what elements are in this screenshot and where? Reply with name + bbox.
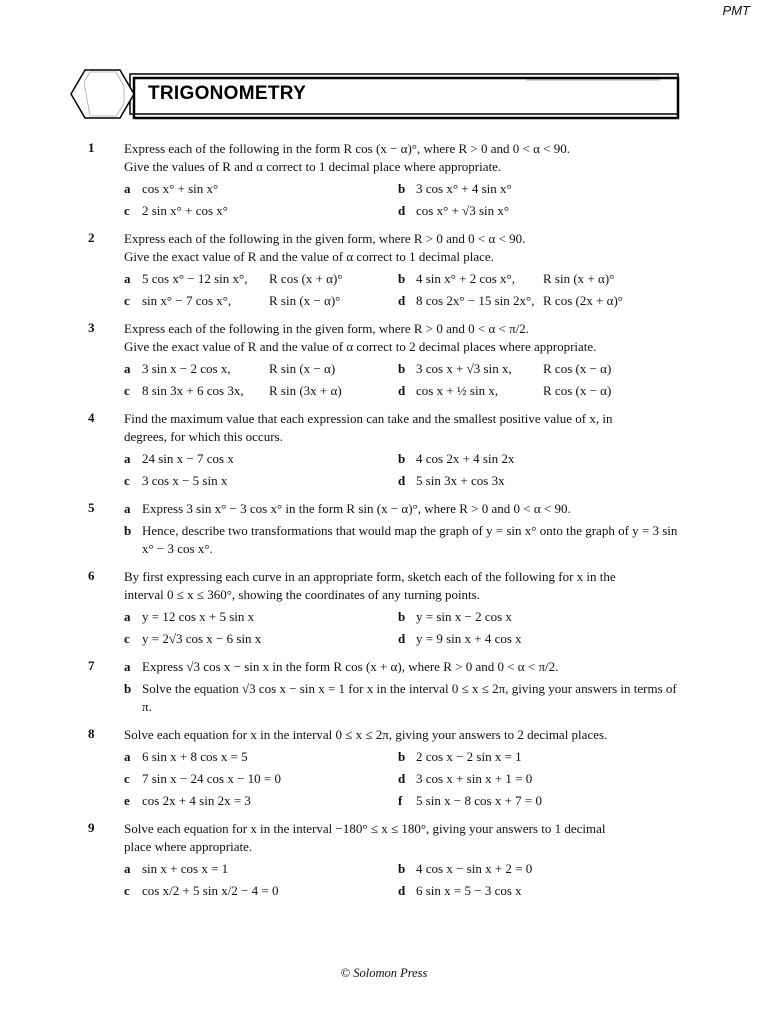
part-label: c (124, 883, 130, 898)
question-body (124, 320, 688, 400)
question-text-line: Solve each equation for x in the interval −180° ≤ x ≤ 180°, giving your answers to 1 decimal (124, 821, 606, 836)
question-text-line: Solve each equation for x in the interval 0 ≤ x ≤ 2π, giving your answers to 2 decimal places. (124, 727, 608, 742)
question-text-line: degrees, for which this occurs. (124, 429, 283, 444)
part-expression: y = 12 cos x + 5 sin x (142, 609, 255, 624)
part-label: b (398, 451, 406, 466)
question-8 (88, 726, 688, 810)
part-label: d (398, 473, 406, 488)
part-label: b (124, 681, 132, 696)
part-expression: 5 cos x° − 12 sin x°, (142, 271, 248, 286)
part-expression: y = 2√3 cos x − 6 sin x (142, 631, 262, 646)
part-a (124, 180, 398, 198)
part-d (398, 630, 672, 648)
part-row (124, 630, 688, 648)
part-label: a (124, 861, 131, 876)
part-c (124, 882, 398, 900)
question-number: 3 (88, 320, 95, 335)
part-b (398, 270, 672, 288)
part-expression: 8 cos 2x° − 15 sin 2x°, (416, 293, 535, 308)
part-expression: 4 cos 2x + 4 sin 2x (416, 451, 515, 466)
part-row (124, 882, 688, 900)
part-b (398, 748, 672, 766)
part-d (398, 770, 672, 788)
part-expression: 4 cos x − sin x + 2 = 0 (416, 861, 533, 876)
question-3 (88, 320, 688, 400)
part-a (124, 608, 398, 626)
part-e (124, 792, 398, 810)
part-row (124, 450, 688, 468)
question-7 (88, 658, 688, 716)
part-label: b (398, 609, 406, 624)
part-expression: 2 cos x − 2 sin x = 1 (416, 749, 522, 764)
part-label: d (398, 203, 406, 218)
part-label: b (124, 523, 132, 538)
part-label: a (124, 361, 131, 376)
part-c (124, 202, 398, 220)
part-label: d (398, 383, 406, 398)
part-b (398, 608, 672, 626)
question-6 (88, 568, 688, 648)
question-4 (88, 410, 688, 490)
part-label: a (124, 659, 131, 674)
part-c (124, 292, 398, 310)
part-expression: sin x + cos x = 1 (142, 861, 229, 876)
part-d (398, 202, 672, 220)
part-target-form: R sin (x − α)° (269, 293, 341, 308)
part-row (124, 748, 688, 766)
subpart-text: Express 3 sin x° − 3 cos x° in the form R sin (x − α)°, where R > 0 and 0 < α < 90. (142, 501, 571, 516)
part-expression: 5 sin 3x + cos 3x (416, 473, 505, 488)
part-label: b (398, 361, 406, 376)
subpart-text: Solve the equation √3 cos x − sin x = 1 for x in the interval 0 ≤ x ≤ 2π, giving your answers in terms of π. (142, 681, 677, 714)
part-label: a (124, 271, 131, 286)
part-expression: 2 sin x° + cos x° (142, 203, 228, 218)
question-text-line: Give the exact value of R and the value of α correct to 1 decimal place. (124, 249, 494, 264)
part-expression: cos x + ½ sin x, (416, 383, 499, 398)
subpart-text: Express √3 cos x − sin x in the form R cos (x + α), where R > 0 and 0 < α < π/2. (142, 659, 559, 674)
part-label: d (398, 631, 406, 646)
part-d (398, 882, 672, 900)
question-number: 4 (88, 410, 95, 425)
part-a (124, 748, 398, 766)
part-target-form: R sin (x + α)° (543, 271, 615, 286)
question-text-line: Express each of the following in the given form, where R > 0 and 0 < α < π/2. (124, 321, 530, 336)
corner-label: PMT (722, 3, 750, 18)
question-text-line: Give the values of R and α correct to 1 decimal place where appropriate. (124, 159, 502, 174)
question-body (124, 410, 688, 490)
part-label: c (124, 383, 130, 398)
part-row (124, 292, 688, 310)
part-expression: 3 sin x − 2 cos x, (142, 361, 231, 376)
part-expression: cos x° + √3 sin x° (416, 203, 510, 218)
part-d (398, 382, 672, 400)
part-target-form: R sin (3x + α) (269, 383, 342, 398)
subpart-a (124, 500, 688, 518)
part-f (398, 792, 672, 810)
part-b (398, 180, 672, 198)
question-text-line: Find the maximum value that each expression can take and the smallest positive value of x, in (124, 411, 613, 426)
subpart-text: Hence, describe two transformations that would map the graph of y = sin x° onto the graph of y = 3 sin x° − 3 cos x°. (142, 523, 678, 556)
part-target-form: R cos (x + α)° (269, 271, 343, 286)
part-a (124, 270, 398, 288)
question-number: 9 (88, 820, 95, 835)
part-a (124, 360, 398, 378)
part-d (398, 472, 672, 490)
part-row (124, 270, 688, 288)
part-c (124, 472, 398, 490)
part-label: d (398, 883, 406, 898)
part-row (124, 180, 688, 198)
part-row (124, 608, 688, 626)
part-label: f (398, 793, 403, 808)
question-text-line: interval 0 ≤ x ≤ 360°, showing the coordinates of any turning points. (124, 587, 480, 602)
part-b (398, 360, 672, 378)
part-label: a (124, 181, 131, 196)
part-a (124, 450, 398, 468)
subpart-a (124, 658, 688, 676)
question-text-line: Express each of the following in the given form, where R > 0 and 0 < α < 90. (124, 231, 526, 246)
question-text-line: place where appropriate. (124, 839, 253, 854)
part-expression: 8 sin 3x + 6 cos 3x, (142, 383, 244, 398)
part-expression: 3 cos x + √3 sin x, (416, 361, 512, 376)
question-2 (88, 230, 688, 310)
part-target-form: R cos (2x + α)° (543, 293, 623, 308)
question-body (124, 568, 688, 648)
question-body (124, 726, 688, 810)
part-row (124, 360, 688, 378)
part-label: c (124, 771, 130, 786)
part-expression: 3 cos x° + 4 sin x° (416, 181, 512, 196)
part-expression: 6 sin x = 5 − 3 cos x (416, 883, 522, 898)
question-text-line: Express each of the following in the form R cos (x − α)°, where R > 0 and 0 < α < 90. (124, 141, 570, 156)
chapter-title: TRIGONOMETRY (148, 83, 307, 104)
part-c (124, 630, 398, 648)
part-expression: cos 2x + 4 sin 2x = 3 (142, 793, 251, 808)
part-label: d (398, 293, 406, 308)
part-expression: 3 cos x − 5 sin x (142, 473, 228, 488)
part-label: b (398, 271, 406, 286)
part-label: c (124, 203, 130, 218)
part-target-form: R sin (x − α) (269, 361, 336, 376)
part-label: b (398, 749, 406, 764)
part-target-form: R cos (x − α) (543, 383, 612, 398)
question-number: 2 (88, 230, 95, 245)
question-text-line: By first expressing each curve in an appropriate form, sketch each of the following for x in the (124, 569, 616, 584)
exercise-content (88, 140, 688, 910)
question-9 (88, 820, 688, 900)
part-expression: y = 9 sin x + 4 cos x (416, 631, 522, 646)
part-b (398, 450, 672, 468)
subpart-b (124, 522, 688, 558)
part-label: c (124, 293, 130, 308)
part-row (124, 202, 688, 220)
part-expression: 7 sin x − 24 cos x − 10 = 0 (142, 771, 281, 786)
question-number: 5 (88, 500, 95, 515)
part-label: e (124, 793, 130, 808)
part-label: c (124, 631, 130, 646)
part-label: a (124, 451, 131, 466)
question-body (124, 230, 688, 310)
part-row (124, 860, 688, 878)
part-expression: 6 sin x + 8 cos x = 5 (142, 749, 248, 764)
part-c (124, 770, 398, 788)
part-label: b (398, 861, 406, 876)
part-expression: 4 sin x° + 2 cos x°, (416, 271, 515, 286)
part-row (124, 770, 688, 788)
part-label: a (124, 749, 131, 764)
part-label: a (124, 609, 131, 624)
part-row (124, 382, 688, 400)
part-row (124, 792, 688, 810)
chapter-header (70, 68, 682, 120)
part-expression: y = sin x − 2 cos x (416, 609, 512, 624)
question-body (124, 140, 688, 220)
question-number: 6 (88, 568, 95, 583)
part-target-form: R cos (x − α) (543, 361, 612, 376)
question-body (124, 820, 688, 900)
question-text-line: Give the exact value of R and the value of α correct to 2 decimal places where appropriate. (124, 339, 597, 354)
part-c (124, 382, 398, 400)
question-number: 1 (88, 140, 95, 155)
question-body (124, 658, 688, 716)
part-d (398, 292, 672, 310)
part-expression: 5 sin x − 8 cos x + 7 = 0 (416, 793, 542, 808)
footer-copyright: © Solomon Press (340, 966, 428, 980)
part-b (398, 860, 672, 878)
part-label: b (398, 181, 406, 196)
question-number: 7 (88, 658, 95, 673)
part-row (124, 472, 688, 490)
part-expression: 3 cos x + sin x + 1 = 0 (416, 771, 533, 786)
question-number: 8 (88, 726, 95, 741)
part-a (124, 860, 398, 878)
part-label: d (398, 771, 406, 786)
subpart-b (124, 680, 688, 716)
part-expression: sin x° − 7 cos x°, (142, 293, 232, 308)
part-expression: 24 sin x − 7 cos x (142, 451, 234, 466)
question-1 (88, 140, 688, 220)
question-body (124, 500, 688, 558)
part-expression: cos x° + sin x° (142, 181, 219, 196)
part-expression: cos x/2 + 5 sin x/2 − 4 = 0 (142, 883, 279, 898)
part-label: a (124, 501, 131, 516)
question-5 (88, 500, 688, 558)
part-label: c (124, 473, 130, 488)
